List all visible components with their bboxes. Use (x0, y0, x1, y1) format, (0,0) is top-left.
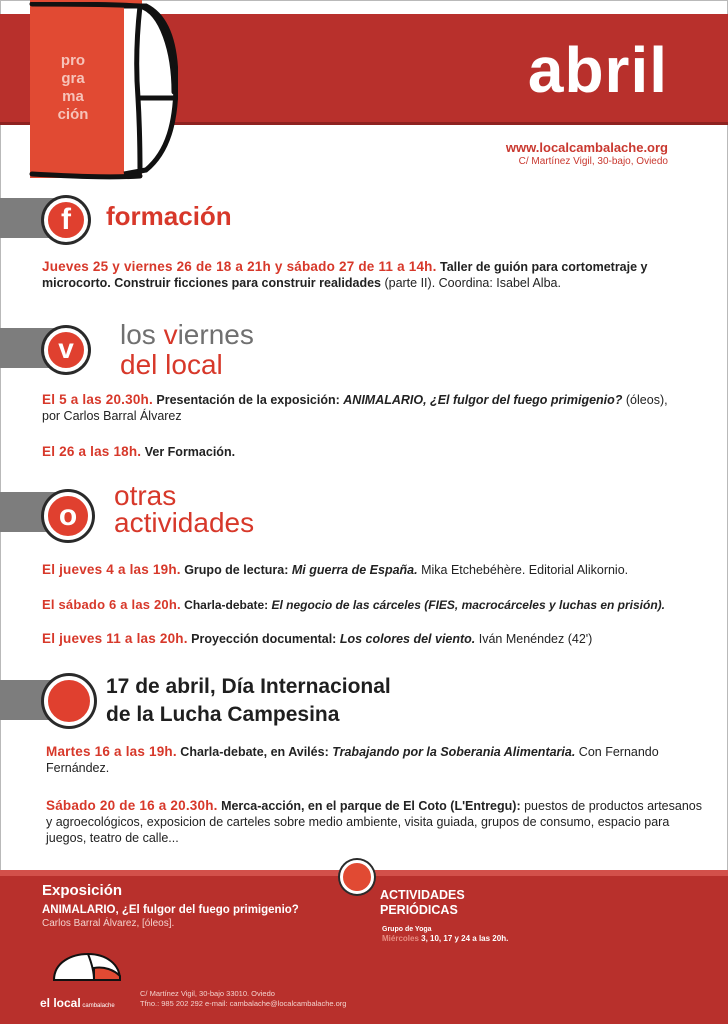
month-title: abril (527, 34, 668, 106)
footer-expo-author: Carlos Barral Álvarez, [óleos]. (42, 918, 175, 929)
letter-f-icon: f (44, 198, 88, 242)
event-date: Martes 16 a las 19h. (46, 744, 177, 759)
header-address: C/ Martínez Vigil, 30-bajo, Oviedo (518, 156, 668, 167)
footer-logo-text (40, 996, 115, 1013)
logo-small: cambalache (80, 1003, 115, 1009)
event-title: Taller de guión para cortometraje y microcorto. Construir ficciones para construir realidades (42, 260, 648, 290)
title-part: iernes (177, 319, 254, 350)
section-title-formacion: formación (106, 201, 232, 231)
title-part: los (120, 319, 164, 350)
otras-item (42, 562, 722, 578)
header (0, 0, 728, 182)
event-work: El negocio de las cárceles (FIES, macrocárceles y luchas en prisión). (271, 598, 666, 612)
programacion-label (48, 52, 98, 124)
event-title: Charla-debate: (180, 598, 272, 612)
section-otras-header (0, 482, 728, 538)
section-title-campesina-line1: 17 de abril, Día Internacional (106, 675, 391, 698)
footer-expo-title: Exposición (42, 882, 123, 899)
yoga-dates: 3, 10, 17 y 24 a las (418, 934, 493, 943)
otras-item (42, 631, 722, 647)
footer-circle-icon (340, 860, 374, 894)
section-title-otras-line1: otras (114, 480, 177, 511)
website-link[interactable]: www.localcambalache.org (505, 140, 668, 155)
section-formacion-header (0, 190, 728, 246)
formacion-item (42, 259, 692, 291)
footer-phone-email[interactable]: Tfno.: 985 202 292 e-mail: cambalache@localcambalache.org (140, 999, 347, 1008)
footer-expo-name: ANIMALARIO, ¿El fulgor del fuego primigenio? (42, 904, 299, 916)
prog-line: ción (57, 106, 89, 123)
event-title: Ver Formación. (141, 445, 236, 459)
section-campesina-header (0, 668, 728, 724)
section-title-campesina-line2: de la Lucha Campesina (106, 703, 340, 726)
event-date: El sábado 6 a las 20h. (42, 597, 181, 612)
otras-item (42, 597, 726, 613)
event-date: Sábado 20 de 16 a 20.30h. (46, 798, 218, 813)
yoga-time: 20h. (492, 934, 509, 943)
event-title: Merca-acción, en el parque de El Coto (L'Entregu): (217, 799, 521, 813)
event-date: El 26 a las 18h. (42, 444, 142, 459)
logo-name: el local (40, 996, 81, 1010)
section-title-viernes-line1 (120, 320, 254, 350)
prog-line: pro (60, 52, 86, 69)
section-viernes-header (0, 318, 728, 380)
event-date: El jueves 11 a las 20h. (42, 631, 188, 646)
event-date: El jueves 4 a las 19h. (42, 562, 181, 577)
actividades-line: ACTIVIDADES (380, 888, 465, 902)
section-title-otras-line2: actividades (114, 507, 255, 538)
footer-contact (140, 989, 346, 1009)
event-work: ANIMALARIO, ¿El fulgor del fuego primigenio? (343, 393, 623, 407)
campesina-item (46, 744, 710, 776)
event-detail: Iván Menéndez (42') (475, 632, 593, 646)
title-part: v (163, 319, 178, 350)
event-title: Grupo de lectura: (180, 563, 292, 577)
campesina-circle-icon (44, 676, 94, 726)
event-date: El 5 a las 20.30h. (42, 392, 153, 407)
footer-actividades-title (380, 888, 465, 918)
section-title-viernes-line2: del local (120, 349, 223, 380)
prog-line: gra (61, 70, 85, 87)
letter-o-icon: o (44, 492, 92, 540)
prog-line: ma (62, 88, 84, 105)
event-work: Los colores del viento. (339, 632, 476, 646)
event-title: Presentación de la exposición: (152, 393, 344, 407)
viernes-item (42, 392, 682, 424)
event-detail: (parte II). Coordina: Isabel Alba. (380, 276, 561, 290)
event-title: Proyección documental: (187, 632, 340, 646)
event-detail: Con Fernando Fernández. (46, 745, 659, 775)
event-title: Charla-debate, en Avilés: (176, 745, 333, 759)
yoga-title: Grupo de Yoga (382, 926, 432, 933)
event-detail: (óleos), por Carlos Barral Álvarez (42, 393, 668, 423)
yoga-day: Miércoles (382, 934, 419, 943)
event-detail: Mika Etchebéhère. Editorial Alikornio. (417, 563, 629, 577)
yoga-schedule (382, 934, 508, 944)
footer-address: C/ Martínez Vigil, 30-bajo 33010. Oviedo (140, 989, 275, 998)
event-date: Jueves 25 y viernes 26 de 18 a 21h y sábado 27 de 11 a 14h. (42, 259, 437, 274)
event-detail: puestos de productos artesanos y agroecológicos, exposicion de carteles sobre medio ambiente, visita guiada, grupos de consumo, espacio para juegos, teatro de calle... (46, 799, 702, 845)
letter-v-icon: v (44, 328, 88, 372)
viernes-item (42, 444, 682, 460)
event-work: Mi guerra de España. (291, 563, 418, 577)
event-work: Trabajando por la Soberania Alimentaria. (332, 745, 576, 759)
actividades-line: PERIÓDICAS (380, 903, 458, 917)
campesina-item (46, 798, 710, 846)
